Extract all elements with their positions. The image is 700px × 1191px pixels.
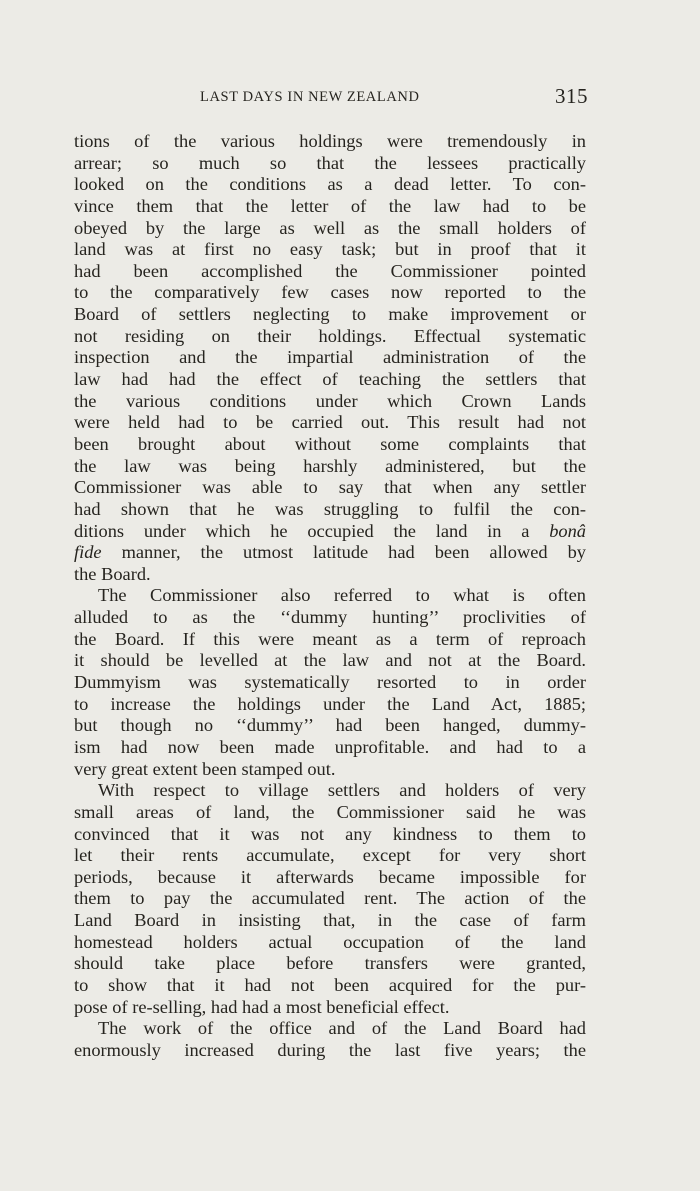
text-line: looked on the conditions as a dead letter. To con- [74,174,586,195]
page-header [74,84,588,112]
text-line: should take place before transfers were granted, [74,953,586,974]
text-line: vince them that the letter of the law had to be [74,195,586,216]
text-line: periods, because it afterwards became impossible for [74,866,586,887]
page-number: 315 [555,84,588,108]
text-line: the Board. If this were meant as a term of reproach [74,628,586,649]
text-line: the Board. [74,563,151,584]
text-line: were held had to be carried out. This result had not [74,412,586,433]
text-line: convinced that it was not any kindness to them to [74,823,586,844]
text-line: tions of the various holdings were tremendously in [74,131,586,151]
text-line: alluded to as the ‘‘dummy hunting’’ proclivities of [74,607,586,628]
text-line: obeyed by the large as well as the small holders of [74,217,586,238]
text-line: The work of the office and of the Land Board had [98,1018,586,1039]
text-segment: manner, the utmost latitude had been allowed by [121,542,586,563]
text-line: been brought about without some complaints that [74,433,586,454]
text-line: Board of settlers neglecting to make improvement or [74,304,586,325]
text-line: land was at first no easy task; but in proof that it [74,239,586,260]
text-line: to show that it had not been acquired for the pur- [74,974,586,995]
text-line: to the comparatively few cases now reported to the [74,282,586,303]
text-line: had been accomplished the Commissioner pointed [74,260,586,281]
text-line-with-italic [74,542,586,564]
text-line: small areas of land, the Commissioner said he was [74,801,586,822]
italic-word: fide [74,542,102,563]
text-line: had shown that he was struggling to fulfil the con- [74,498,586,519]
text-line: law had had the effect of teaching the settlers that [74,369,586,390]
text-line: pose of re-selling, had had a most beneficial effect. [74,996,450,1017]
text-line: inspection and the impartial administration of the [74,347,586,368]
text-line: let their rents accumulate, except for very short [74,845,586,866]
text-line: arrear; so much so that the lessees practically [74,152,586,173]
text-line: enormously increased during the last five years; the [74,1039,586,1060]
text-line: but though no ‘‘dummy’’ had been hanged, dummy- [74,715,586,736]
body-text [74,131,586,1062]
text-line: With respect to village settlers and holders of very [98,780,586,801]
text-line: the law was being harshly administered, but the [74,455,586,476]
text-line: homestead holders actual occupation of the land [74,931,586,952]
running-head: LAST DAYS IN NEW ZEALAND [200,89,420,105]
text-line: Land Board in insisting that, in the case of farm [74,910,586,931]
text-line: to increase the holdings under the Land Act, 1885; [74,693,586,714]
text-line: them to pay the accumulated rent. The action of the [74,888,586,909]
text-line: Dummyism was systematically resorted to in order [74,672,586,693]
text-line-with-italic [74,521,586,543]
text-line: it should be levelled at the law and not at the Board. [74,650,586,671]
text-line: The Commissioner also referred to what is often [98,585,586,606]
text-line: the various conditions under which Crown Lands [74,390,586,411]
text-line: not residing on their holdings. Effectual systematic [74,325,586,346]
text-line: ism had now been made unprofitable. and had to a [74,736,586,757]
text-line: Commissioner was able to say that when any settler [74,477,586,498]
text-line: very great extent been stamped out. [74,758,336,779]
text-segment: ditions under which he occupied the land in a [74,520,530,541]
italic-word: bonâ [549,520,586,541]
